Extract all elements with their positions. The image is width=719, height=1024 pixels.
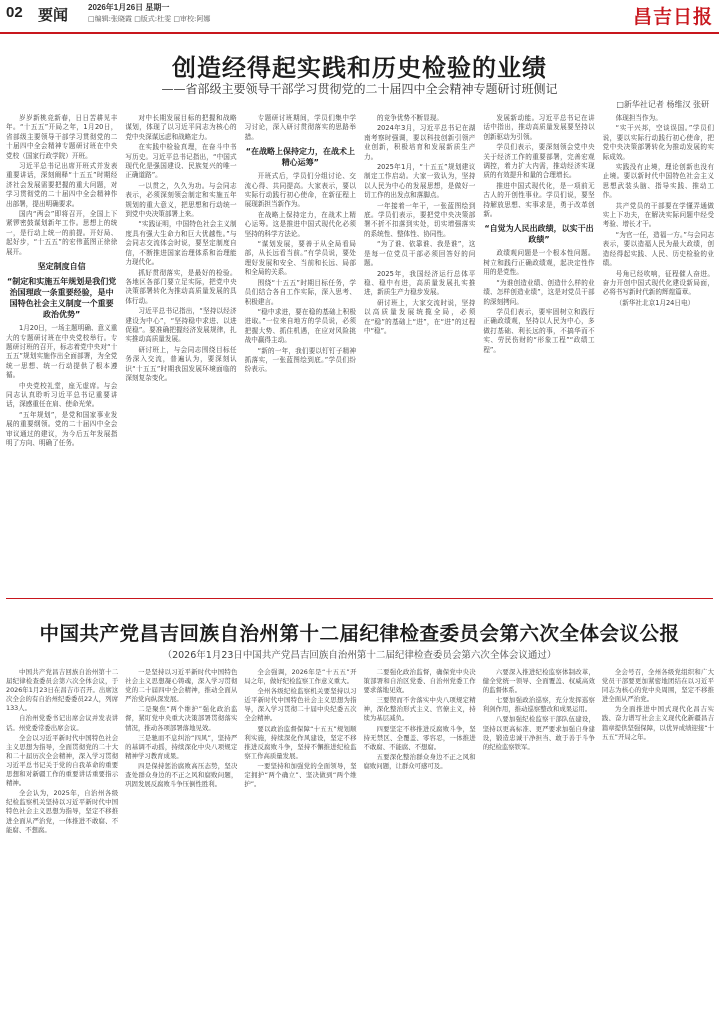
- paragraph: 学员们表示，要牢固树立和践行正确政绩观，坚持以人民为中心，多做打基础、利长远的事，不搞华而不实、劳民伤财的“形象工程”“政绩工程”。: [483, 307, 595, 354]
- paper-logo: 昌吉日报: [632, 6, 713, 28]
- paragraph: 在实践中检验真理，在奋斗中书写历史。习近平总书记指出，“中国式现代化是强国建设、民族复兴的唯一正确道路”。: [125, 143, 237, 180]
- paragraph: “谋划发展，要善于从全局看局部，从长远看当前。”有学员说，要处理好发展和安全、当前和长远、局部和全局的关系。: [244, 240, 356, 277]
- paragraph: 开班式后，学员们分组讨论、交流心得、共同提高。大家表示，要以实际行动践行初心使命，在新征程上展现新担当新作为。: [244, 172, 356, 209]
- paragraph: 2025年，我国经济运行总体平稳、稳中有进，高质量发展扎实推进，新质生产力稳步发展。: [363, 269, 476, 297]
- paragraph: 全会号召，全州各级党组织和广大党员干部要更加紧密地团结在以习近平同志为核心的党中央周围，坚定不移推进全面从严治党。: [601, 668, 715, 704]
- paragraph: 二要强化政治监督，确保党中央决策部署和自治区党委、自治州党委工作要求落地见效。: [363, 668, 476, 695]
- paragraph: 八要加强纪检监察干部队伍建设，坚持以更高标准、更严要求加强自身建设，锻造忠诚干净担当、敢于善于斗争的纪检监察铁军。: [482, 715, 595, 751]
- article1-column: [245, 114, 356, 580]
- article1-column: [483, 114, 594, 580]
- paragraph: 三要锲而不舍落实中央八项规定精神，深化整治形式主义、官僚主义，持续为基层减负。: [363, 696, 476, 723]
- paragraph: “实践证明，中国特色社会主义制度具有强大生命力和巨大优越性。”与会同志交流体会时说，要坚定制度自信，不断推进国家治理体系和治理能力现代化。: [125, 220, 237, 267]
- paragraph: 号角已经吹响，征程催人奋进。奋力开创中国式现代化建设新局面，必将书写新时代新的辉煌篇章。: [602, 269, 714, 297]
- paragraph: “稳中求进，要在稳的基础上积极进取。”一位来自地方的学员说，必须把握大势、抓住机遇，在应对风险挑战中赢得主动。: [244, 307, 356, 345]
- article2-column: [125, 668, 237, 1018]
- paragraph: 对中长期发展目标的把握和战略谋划，体现了以习近平同志为核心的党中央深谋远虑和战略定力。: [125, 114, 237, 141]
- paragraph: 三是驰而不息纠治“四风”，坚持严的基调不动摇，持续深化中央八项规定精神学习教育成果。: [125, 733, 238, 760]
- paragraph: 的竞争优势不断显现。: [376, 114, 443, 122]
- subheading: “制定和实施五年规划是我们党治国理政一条重要经验，是中国特色社会主义制度一个重要政治优势”: [7, 277, 117, 320]
- article1-column: [125, 114, 236, 580]
- article2-headline: 中国共产党昌吉回族自治州第十二届纪律检查委员会第六次全体会议公报: [39, 622, 680, 645]
- subheading: “自觉为人民出政绩，以实干出政绩”: [484, 224, 594, 245]
- paragraph: 共产党员的干部要在学懂弄通做实上下功夫，在解决实际问题中经受考验、增长才干。: [602, 201, 714, 229]
- article1-body: [6, 114, 714, 580]
- paragraph: （新华社北京1月24日电）: [615, 298, 695, 307]
- paragraph: 发展新动能。习近平总书记在讲话中指出，推动高质量发展要坚持以创新驱动为引领。: [483, 114, 595, 141]
- paragraph: “为谁创造业绩、创造什么样的业绩、怎样创造业绩”，这是对党员干部的深刻拷问。: [483, 278, 595, 306]
- paragraph: 一是坚持以习近平新时代中国特色社会主义思想凝心铸魂，深入学习贯彻党的二十届四中全会精神，推动全面从严治党向纵深发展。: [125, 668, 238, 704]
- paragraph: 六要深入推进纪检监察体制改革，健全党统一领导、全面覆盖、权威高效的监督体系。: [482, 668, 595, 695]
- paragraph: 2024年3月，习近平总书记在湖南考察时强调，要以科技创新引领产业创新，积极培育和发展新质生产力。: [363, 124, 476, 161]
- paragraph: 推进中国式现代化，是一项前无古人的开创性事业。学员们说，要坚持解放思想、实事求是，勇于改革创新。: [483, 181, 595, 219]
- article1-column: [6, 114, 117, 580]
- page-number: 02: [6, 4, 23, 21]
- paragraph: 在战略上保持定力，在战术上精心运筹。这是推进中国式现代化必须坚持的科学方法论。: [244, 210, 356, 238]
- paragraph: 体现担当作为。: [615, 114, 662, 122]
- subheading: 坚定制度自信: [37, 262, 86, 272]
- paragraph: 政绩观问题是一个根本性问题。树立和践行正确政绩观，起决定性作用的是党性。: [483, 249, 595, 277]
- paragraph: 围绕“十五五”时期目标任务，学员们结合各自工作实际，深入思考、积极建言。: [244, 278, 356, 306]
- article2-column: [6, 668, 118, 1018]
- paragraph: 中国共产党昌吉回族自治州第十二届纪律检查委员会第六次全体会议，于2026年1月23日在昌吉市召开。出席这次全会的有自治州纪委委员22人，列席133人。: [6, 668, 119, 713]
- paragraph: “五年规划”，是党和国家事业发展的重要纲领。党的二十届四中全会审议通过的建议，为今后五年发展指明了方向、明确了任务。: [6, 410, 118, 447]
- article2-column: [602, 668, 714, 1018]
- paragraph: 岁岁新桃竞新春，日日苦耕见丰年。“十五五”开局之年，1月20日，省部级主要领导干部学习贯彻党的二十届四中全会精神专题研讨班在中央党校（国家行政学院）开班。: [6, 114, 118, 160]
- editors-line: □编辑:张晓霞 □版式:杜雯 □审校:阿娜: [88, 15, 211, 23]
- paragraph: 一要坚持和加强党的全面领导，坚定拥护“两个确立”、坚决做到“两个维护”。: [244, 761, 357, 789]
- subheading: “在战略上保持定力，在战术上精心运筹”: [245, 147, 355, 168]
- paragraph: “新的一年，我们要以钉钉子精神抓落实，一张蓝图绘到底。”学员们纷纷表示。: [244, 346, 356, 374]
- paragraph: 一以贯之，久久为功。与会同志表示，必须深刻领会制定和实施五年规划的重大意义，把思想和行动统一到党中央决策部署上来。: [125, 181, 237, 219]
- paragraph: 一年接着一年干，一张蓝图绘到底。学员们表示，要把党中央决策部署不折不扣落到实处，切实增强落实的系统性、整体性、协同性。: [363, 201, 476, 238]
- paragraph: 全会强调，2026年是“十五五”开局之年，做好纪检监察工作意义重大。: [244, 668, 357, 686]
- paragraph: “实干兴邦，空谈误国。”学员们说，要以实际行动践行初心使命，把党中央决策部署转化为推动发展的实际成效。: [602, 124, 714, 161]
- paragraph: “为官一任，造福一方。”与会同志表示，要以造福人民为最大政绩，创造经得起实践、人民、历史检验的业绩。: [602, 230, 714, 268]
- paragraph: 习近平总书记指出，“坚持以经济建设为中心”，“坚持稳中求进、以进促稳”。要准确把握经济发展规律，扎实推动高质量发展。: [125, 307, 237, 344]
- section-name: 要闻: [38, 6, 69, 24]
- masthead: [0, 0, 719, 34]
- paragraph: 2025年1月，“十五五”规划建议制定工作启动。大家一致认为，坚持以人民为中心的发展思想，是做好一切工作的出发点和落脚点。: [363, 163, 476, 200]
- paragraph: 习近平总书记出席开班式并发表重要讲话，深刻阐释“十五五”时期经济社会发展需要把握的重大问题，对学习贯彻党的二十届四中全会精神作出部署，提出明确要求。: [6, 162, 118, 208]
- article2-body: [6, 668, 714, 1018]
- article1-headline: 创造经得起实践和历史检验的业绩: [172, 53, 547, 82]
- article2-column: [364, 668, 476, 1018]
- paragraph: 全会认为，2025年，自治州各级纪检监察机关坚持以习近平新时代中国特色社会主义思想为指导，坚定不移推进全面从严治党，一体推进不敢腐、不能腐、不想腐。: [6, 789, 119, 834]
- paragraph: 四是保持惩治腐败高压态势，坚决查处群众身边的不正之风和腐败问题，巩固发展反腐败斗争压倒性胜利。: [125, 761, 238, 789]
- paragraph: 二是聚焦“两个维护”强化政治监督，紧盯党中央重大决策部署贯彻落实情况，推动各项部署落地见效。: [125, 705, 238, 732]
- paragraph: 研讨班上，大家交流时说，坚持以高质量发展统揽全局，必须在“稳”的基础上“进”，在“进”的过程中“稳”。: [363, 298, 476, 335]
- paragraph: 学员们表示，要深刻领会党中央关于经济工作的重要部署，完善宏观调控，着力扩大内需，推动经济实现质的有效提升和量的合理增长。: [483, 143, 595, 180]
- article2-column: [244, 668, 356, 1018]
- paragraph: 要以政治监督保障“十五五”规划顺利实施，持续深化作风建设，坚定不移推进反腐败斗争，坚持不懈推进纪检监察工作高质量发展。: [244, 724, 357, 760]
- paragraph: 为全面推进中国式现代化昌吉实践、奋力谱写社会主义现代化新疆昌吉篇章提供坚强保障，以优异成绩迎接“十五五”开局之年。: [601, 705, 715, 741]
- paragraph: 全州各级纪检监察机关要坚持以习近平新时代中国特色社会主义思想为指导，深入学习贯彻二十届中央纪委五次全会精神。: [244, 687, 357, 723]
- article2-subheadline: （2026年1月23日中国共产党昌吉回族自治州第十二届纪律检查委员会第六次全体会议通过）: [162, 650, 557, 661]
- paragraph: 专题研讨班期间，学员们集中学习讨论，深入研讨贯彻落实的思路举措。: [244, 114, 356, 141]
- article2-column: [483, 668, 595, 1018]
- paragraph: 四要坚定不移推进反腐败斗争，坚持无禁区、全覆盖、零容忍，一体推进不敢腐、不能腐、不想腐。: [363, 724, 476, 751]
- article1-byline: □新华社记者 杨维汉 张研: [616, 100, 709, 109]
- paragraph: 自治州党委书记出席会议并发表讲话。州党委常委出席会议。: [6, 714, 119, 732]
- article1-column: [364, 114, 475, 580]
- paragraph: 国内“两会”即将召开，全国上下紧锣密鼓谋划新年工作。思想上的统一，是行动上统一的前提。开好局、起好步，“十五五”的宏伟蓝图正徐徐展开。: [6, 210, 118, 256]
- paragraph: “为了谁、依靠谁、我是谁”，这是每一位党员干部必须回答好的问题。: [363, 240, 476, 268]
- article1-subheadline: ——省部级主要领导干部学习贯彻党的二十届四中全会精神专题研讨班侧记: [161, 82, 558, 96]
- paragraph: 实践没有止境，理论创新也没有止境。要以新时代中国特色社会主义思想武装头脑、指导实践、推动工作。: [602, 163, 714, 200]
- paragraph: 1月20日，一场主题明确、意义重大的专题研讨班在中央党校举行。专题研讨班的召开，标志着党中央对“十五五”规划实施作出全面部署，为全党统一思想、统一行动提供了根本遵循。: [6, 324, 118, 380]
- paragraph: 全会以习近平新时代中国特色社会主义思想为指导，全面贯彻党的二十大和二十届历次全会精神，深入学习贯彻习近平总书记关于党的自我革命的重要思想和对新疆工作的重要讲话重要指示精神。: [6, 733, 119, 788]
- paragraph: 研讨班上，与会同志围绕目标任务深入交流，普遍认为，要深刻认识“十五五”时期我国发展环境面临的深刻复杂变化。: [125, 345, 237, 382]
- paragraph: 中央党校礼堂，座无虚席。与会同志认真聆听习近平总书记重要讲话，深感重任在肩、使命光荣。: [6, 381, 118, 409]
- paragraph: 抓好贯彻落实，是最好的检验。各地区各部门要立足实际，把党中央决策部署转化为推动高质量发展的具体行动。: [125, 268, 237, 305]
- section-divider: [6, 598, 713, 599]
- paragraph: 五要深化整治群众身边不正之风和腐败问题，让群众可感可及。: [363, 752, 476, 770]
- article1-column: [603, 114, 714, 580]
- publication-date: 2026年1月26日 星期一: [88, 3, 170, 12]
- paragraph: 七要加强政治巡察，充分发挥巡察利剑作用，推动巡察整改和成果运用。: [482, 696, 595, 714]
